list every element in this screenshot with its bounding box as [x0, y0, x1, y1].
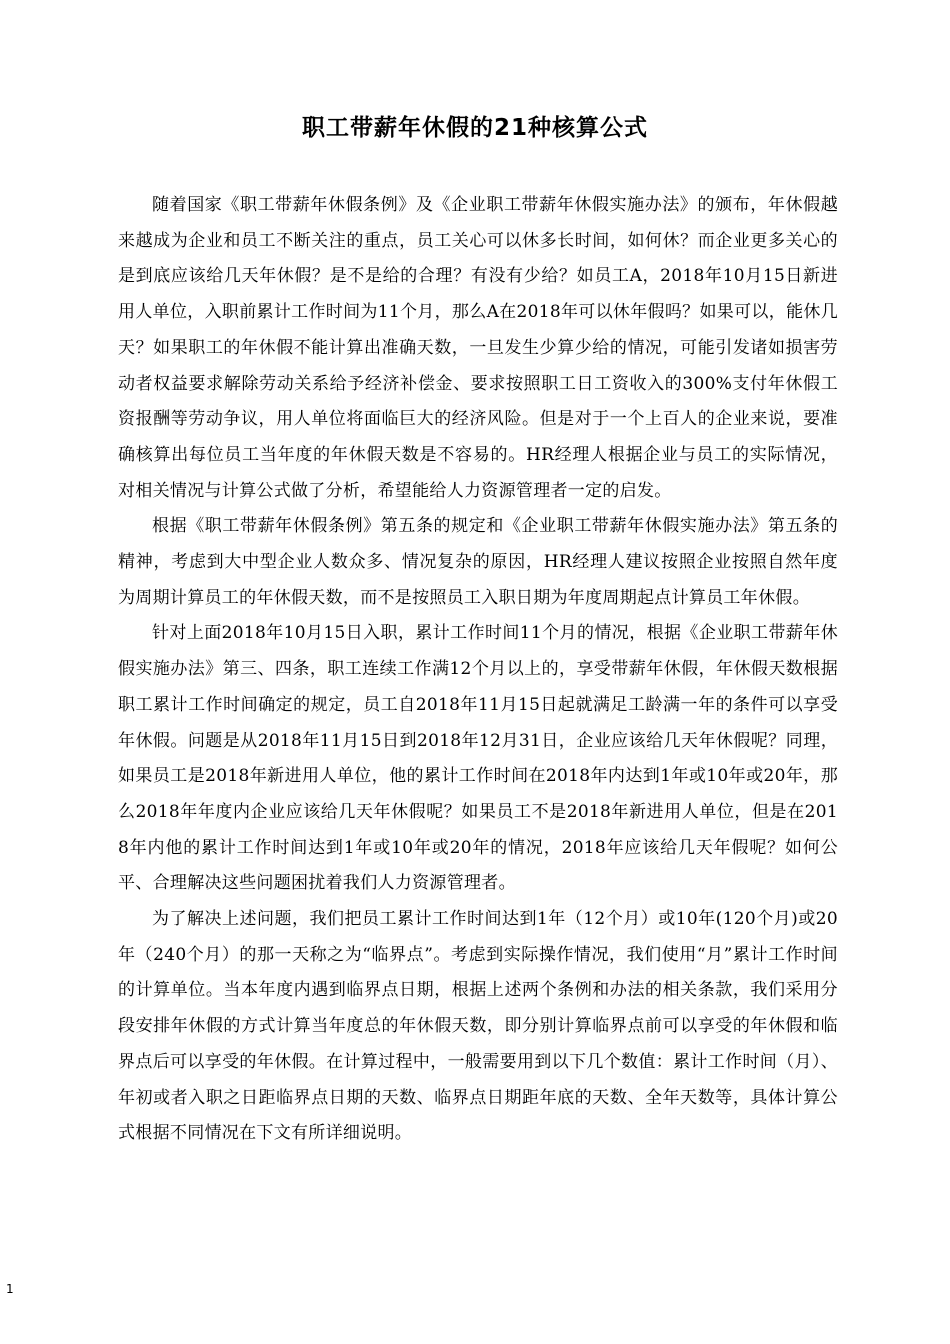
paragraph-intro: 随着国家《职工带薪年休假条例》及《企业职工带薪年休假实施办法》的颁布，年休假越来越成为企业和员工不断关注的重点，员工关心可以休多长时间，如何休？而企业更多关心的是到底应该给几天年休假？是不是给的合理？有没有少给？如员工A，2018年10月15日新进用人单位，入职前累计工作时间为11个月，那么A在2018年可以休年假吗？如果可以，能休几天？如果职工的年休假不能计算出准确天数，一旦发生少算少给的情况，可能引发诸如损害劳动者权益要求解除劳动关系给予经济补偿金、要求按照职工日工资收入的300%支付年休假工资报酬等劳动争议，用人单位将面临巨大的经济风险。但是对于一个上百人的企业来说，要准确核算出每位员工当年度的年休假天数是不容易的。HR经理人根据企业与员工的实际情况，对相关情况与计算公式做了分析，希望能给人力资源管理者一定的启发。 [118, 195, 838, 501]
page-number: 1 [6, 1282, 14, 1296]
body-text [118, 188, 838, 1152]
paragraph-example: 针对上面2018年10月15日入职，累计工作时间11个月的情况，根据《企业职工带薪年休假实施办法》第三、四条，职工连续工作满12个月以上的，享受带薪年休假，年休假天数根据职工累计工作时间确定的规定，员工自2018年11月15日起就满足工龄满一年的条件可以享受年休假。问题是从2018年11月15日到2018年12月31日，企业应该给几天年休假呢？同理，如果员工是2018年新进用人单位，他的累计工作时间在2018年内达到1年或10年或20年，那么2018年年度内企业应该给几天年休假呢？如果员工不是2018年新进用人单位，但是在2018年内他的累计工作时间达到1年或10年或20年的情况，2018年应该给几天年假呢？如何公平、合理解决这些问题困扰着我们人力资源管理者。 [118, 623, 838, 894]
paragraph-regulation: 根据《职工带薪年休假条例》第五条的规定和《企业职工带薪年休假实施办法》第五条的精神，考虑到大中型企业人数众多、情况复杂的原因，HR经理人建议按照企业按照自然年度为周期计算员工的年休假天数，而不是按照员工入职日期为年度周期起点计算员工年休假。 [118, 516, 838, 608]
paragraph-critical-point: 为了解决上述问题，我们把员工累计工作时间达到1年（12个月）或10年(120个月)或20年（240个月）的那一天称之为“临界点”。考虑到实际操作情况，我们使用“月”累计工作时间的计算单位。当本年度内遇到临界点日期，根据上述两个条例和办法的相关条款，我们采用分段安排年休假的方式计算当年度总的年休假天数，即分别计算临界点前可以享受的年休假和临界点后可以享受的年休假。在计算过程中，一般需要用到以下几个数值：累计工作时间（月）、年初或者入职之日距临界点日期的天数、临界点日期距年底的天数、全年天数等，具体计算公式根据不同情况在下文有所详细说明。 [118, 909, 838, 1144]
page-title: 职工带薪年休假的21种核算公式 [301, 115, 648, 141]
